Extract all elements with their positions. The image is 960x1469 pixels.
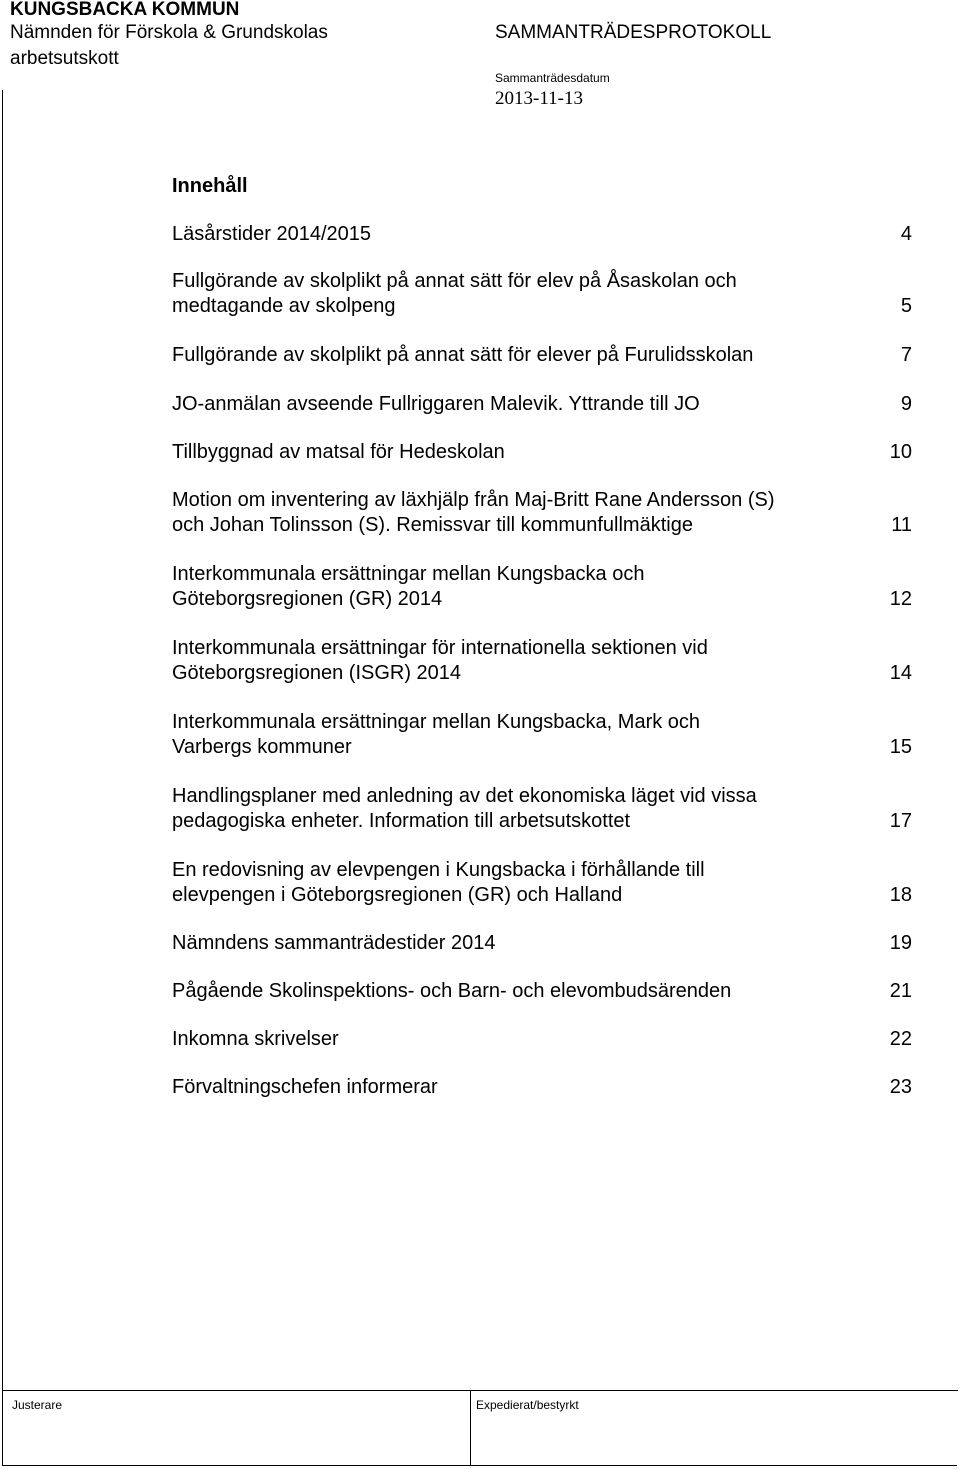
toc-entry-page: 11 <box>891 514 912 536</box>
toc-entry-page: 10 <box>889 441 912 463</box>
footer-column-divider <box>470 1390 471 1466</box>
toc-entry <box>172 392 912 417</box>
toc-entry-page: 5 <box>900 295 912 317</box>
toc-entry-page: 9 <box>900 393 912 415</box>
toc-entry <box>172 784 912 834</box>
toc-entry <box>172 636 912 686</box>
toc-entry-page: 21 <box>889 980 912 1002</box>
toc-entry-page: 19 <box>889 932 912 954</box>
toc-entry-page: 12 <box>889 588 912 610</box>
toc-entry-title: Läsårstider 2014/2015 <box>172 223 372 245</box>
toc-entry <box>172 710 912 760</box>
toc-entry-title: Fullgörande av skolplikt på annat sätt för elev på Åsaskolan och medtagande av skolpeng <box>172 270 737 317</box>
toc-entry-page: 15 <box>889 736 912 758</box>
toc-entry-title: Interkommunala ersättningar för internationella sektionen vid Göteborgsregionen (ISGR) 2014 <box>172 637 708 684</box>
toc-entry-title: JO-anmälan avseende Fullriggaren Malevik. Yttrande till JO <box>172 393 700 415</box>
toc-entry-page: 4 <box>900 223 912 245</box>
footer-justerare-label: Justerare <box>12 1398 63 1412</box>
toc-entry-title: En redovisning av elevpengen i Kungsbacka i förhållande till elevpengen i Göteborgsregionen (GR) och Halland <box>172 859 705 906</box>
meeting-date-label: Sammanträdesdatum <box>495 71 610 85</box>
toc-entry-title: Motion om inventering av läxhjälp från Maj-Britt Rane Andersson (S) och Johan Tolinsson (S). Remissvar till kommunfullmäktige <box>172 489 775 536</box>
footer-expedierat-label: Expedierat/bestyrkt <box>476 1398 579 1412</box>
toc-entry <box>172 269 912 319</box>
toc-entry-page: 23 <box>889 1076 912 1098</box>
toc-entry <box>172 979 912 1004</box>
board-name: Nämnden för Förskola & Grundskolas <box>10 22 328 43</box>
toc-entry-title: Tillbyggnad av matsal för Hedeskolan <box>172 441 505 463</box>
footer-divider <box>2 1390 958 1391</box>
toc-entry-title: Förvaltningschefen informerar <box>172 1076 438 1098</box>
toc-entry-page: 18 <box>889 884 912 906</box>
toc-entry-title: Interkommunala ersättningar mellan Kungsbacka, Mark och Varbergs kommuner <box>172 711 701 758</box>
toc-entry <box>172 562 912 612</box>
organization-name: KUNGSBACKA KOMMUN <box>10 0 240 20</box>
toc-entry <box>172 222 912 247</box>
toc-entry-title: Nämndens sammanträdestider 2014 <box>172 932 496 954</box>
toc-entry-title: Interkommunala ersättningar mellan Kungsbacka och Göteborgsregionen (GR) 2014 <box>172 563 645 610</box>
toc-entry-page: 17 <box>889 810 912 832</box>
toc-entry-title: Pågående Skolinspektions- och Barn- och elevombudsärenden <box>172 980 732 1002</box>
toc-entry-title: Inkomna skrivelser <box>172 1028 339 1050</box>
toc-entry-page: 7 <box>900 344 912 366</box>
toc-entry-page: 22 <box>889 1028 912 1050</box>
toc-entry <box>172 1027 912 1052</box>
toc-entry-title: Fullgörande av skolplikt på annat sätt för elever på Furulidsskolan <box>172 344 754 366</box>
document-type: SAMMANTRÄDESPROTOKOLL <box>495 22 772 43</box>
toc-entry-page: 14 <box>889 662 912 684</box>
toc-entry <box>172 343 912 368</box>
toc-entry <box>172 931 912 956</box>
toc-title: Innehåll <box>172 175 248 197</box>
toc-entry <box>172 440 912 465</box>
toc-entry <box>172 488 912 538</box>
toc-entry <box>172 858 912 908</box>
committee-name: arbetsutskott <box>10 48 119 69</box>
meeting-date: 2013-11-13 <box>495 88 583 109</box>
toc-entry-title: Handlingsplaner med anledning av det ekonomiska läget vid vissa pedagogiska enheter. Information till arbetsutskottet <box>172 785 757 832</box>
toc-entry <box>172 1075 912 1100</box>
